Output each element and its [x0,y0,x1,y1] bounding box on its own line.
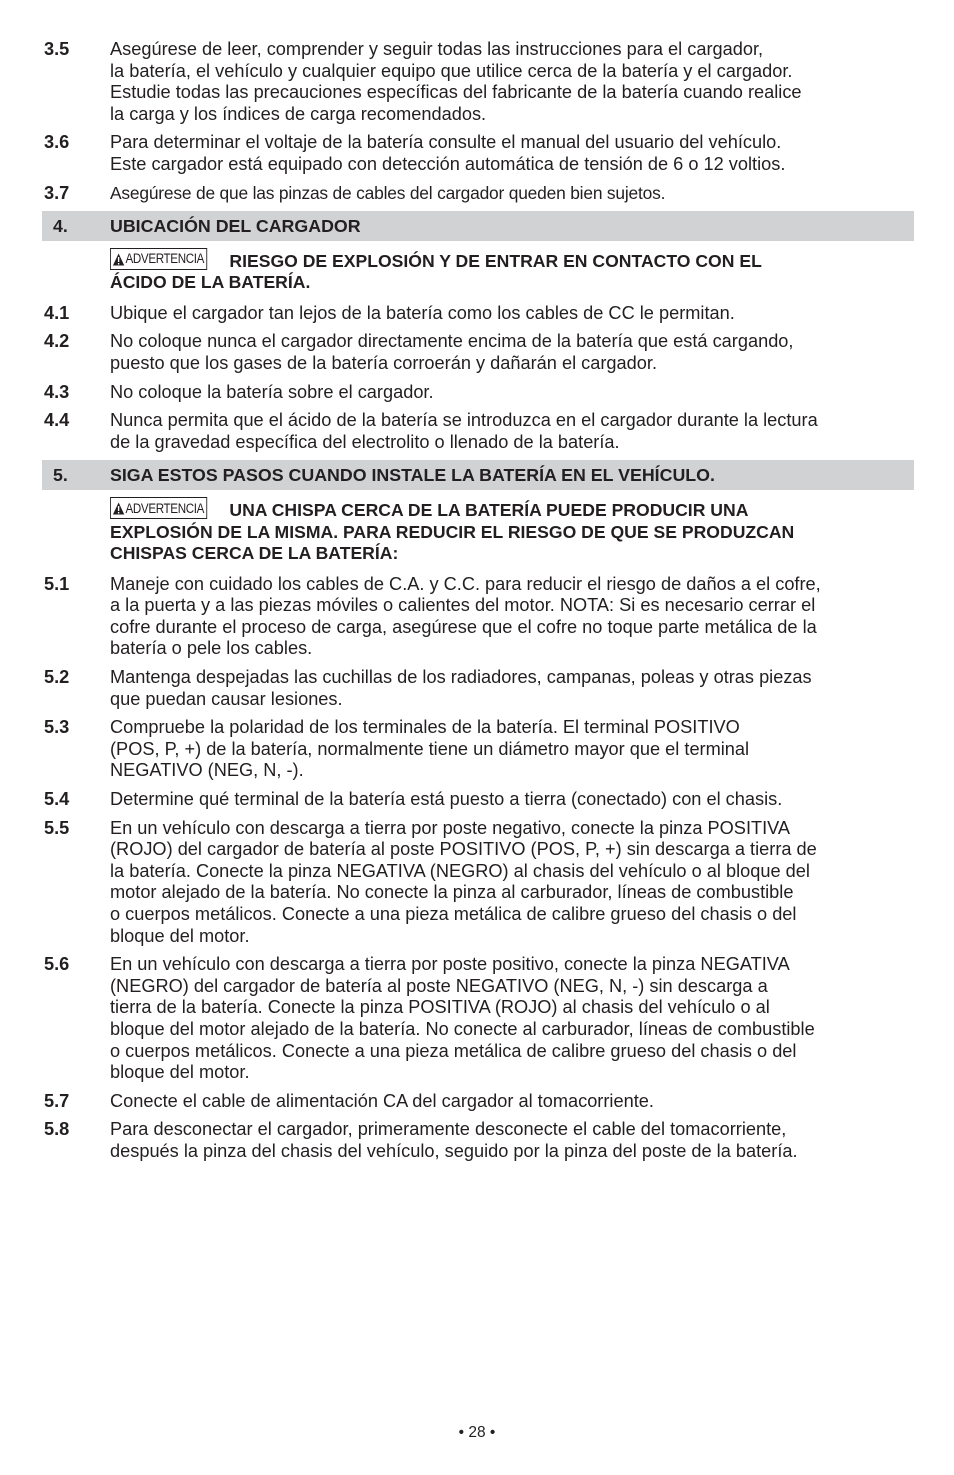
list-item [44,382,912,404]
warning-text: RIESGO DE EXPLOSIÓN Y DE ENTRAR EN CONTACTO CON EL ÁCIDO DE LA BATERÍA. [110,250,762,293]
item-number: 5.5 [44,817,70,838]
item-number: 3.7 [44,182,70,203]
list-item [44,818,912,948]
item-number: 5.1 [44,573,70,594]
section-header-4 [42,211,914,241]
warning-block [110,497,912,564]
item-number: 5.4 [44,789,70,810]
list-item [44,331,912,374]
warning-triangle-icon [113,253,125,266]
section-number: 5. [53,464,68,485]
item-text: No coloque nunca el cargador directamente encima de la batería que está cargando, puesto que los gases de la batería corroerán y dañarán el cargador. [110,331,794,374]
item-number: 4.2 [44,331,70,352]
warning-text: UNA CHISPA CERCA DE LA BATERÍA PUEDE PRODUCIR UNA EXPLOSIÓN DE LA MISMA. PARA REDUCIR EL RIESGO DE QUE SE PRODUZCAN CHISPAS CERCA DE LA BATERÍA: [110,499,795,564]
list-item [44,789,912,811]
item-text: Maneje con cuidado los cables de C.A. y C.C. para reducir el riesgo de daños a el cofre, a la puerta y a las piezas móviles o calientes del motor. NOTA: Si es necesario cerrar el cofre durante el proceso de carga, asegúrese que el cofre no toque parte metálica de la batería o pele los cables. [110,573,821,659]
item-number: 4.3 [44,381,70,402]
warning-badge [110,248,208,270]
item-number: 4.4 [44,410,70,431]
item-text: Ubique el cargador tan lejos de la batería como los cables de CC le permitan. [110,302,735,323]
item-number: 3.6 [44,132,70,153]
warning-triangle-icon [113,502,125,515]
item-text: Para desconectar el cargador, primeramente desconecte el cable del tomacorriente, después la pinza del chasis del vehículo, seguido por la pinza del poste de la batería. [110,1119,798,1161]
section-number: 4. [53,215,68,236]
list-item [44,1091,912,1113]
warning-block [110,248,912,294]
list-item [44,954,912,1084]
item-text: En un vehículo con descarga a tierra por poste negativo, conecte la pinza POSITIVA (ROJO) del cargador de batería al poste POSITIVO (POS, P, +) sin descarga a tierra de la batería. Conecte la pinza NEGATIVA (NEGRO) al chasis del vehículo o al bloque del motor alejado de la batería. No conecte la pinza al carburador, líneas de combustible o cuerpos metálicos. Conecte a una pieza metálica de calibre grueso del chasis o del bloque del motor. [110,817,817,946]
list-item [44,717,912,782]
item-text: Para determinar el voltaje de la batería consulte el manual del usuario del vehículo. Este cargador está equipado con detección automática de tensión de 6 o 12 voltios. [110,132,786,174]
item-text: Asegúrese de que las pinzas de cables del cargador queden bien sujetos. [110,182,666,203]
item-number: 5.2 [44,667,70,688]
item-number: 3.5 [44,39,70,59]
item-number: 5.3 [44,717,70,738]
section-title: SIGA ESTOS PASOS CUANDO INSTALE LA BATERÍA EN EL VEHÍCULO. [110,464,715,485]
warning-badge [110,497,208,519]
list-item [44,574,912,660]
item-number: 5.6 [44,954,70,975]
item-text: Nunca permita que el ácido de la batería se introduzca en el cargador durante la lectura de la gravedad específica del electrolito o llenado de la batería. [110,410,818,452]
item-text: En un vehículo con descarga a tierra por poste positivo, conecte la pinza NEGATIVA (NEGRO) del cargador de batería al poste NEGATIVO (NEG, N, -) sin descarga a tierra de la batería. Conecte la pinza POSITIVA (ROJO) al chasis del vehículo o al bloque del motor alejado de la batería. No conecte al carburador, líneas de combustible o cuerpos metálicos. Conecte a una pieza metálica de calibre grueso del chasis o del bloque del motor. [110,954,815,1083]
item-text: Asegúrese de leer, comprender y seguir todas las instrucciones para el cargador, la batería, el vehículo y cualquier equipo que utilice cerca de la batería y el cargador. Estudie todas las precauciones específicas del fabricante de la batería cuando realice la carga y los índices de carga recomendados. [110,39,802,124]
item-text: Conecte el cable de alimentación CA del cargador al tomacorriente. [110,1090,654,1111]
item-number: 5.7 [44,1090,70,1111]
list-item [44,303,912,325]
page-number: • 28 • [458,1424,496,1441]
item-number: 5.8 [44,1119,70,1140]
section-title: UBICACIÓN DEL CARGADOR [110,215,361,236]
item-text: No coloque la batería sobre el cargador. [110,381,434,402]
list-item [44,1119,912,1162]
item-text: Determine qué terminal de la batería está puesto a tierra (conectado) con el chasis. [110,789,783,810]
list-item [44,39,912,125]
warning-badge-label: ADVERTENCIA [125,500,205,516]
item-text: Compruebe la polaridad de los terminales de la batería. El terminal POSITIVO (POS, P, +) de la batería, normalmente tiene un diámetro mayor que el terminal NEGATIVO (NEG, N, -). [110,717,750,781]
page-content [44,39,912,1170]
list-item [44,410,912,453]
warning-badge-label: ADVERTENCIA [125,251,205,267]
item-text: Mantenga despejadas las cuchillas de los radiadores, campanas, poleas y otras piezas que puedan causar lesiones. [110,667,812,709]
section-header-5 [42,460,914,490]
list-item [44,183,912,205]
item-number: 4.1 [44,302,70,323]
list-item [44,132,912,175]
list-item [44,667,912,710]
